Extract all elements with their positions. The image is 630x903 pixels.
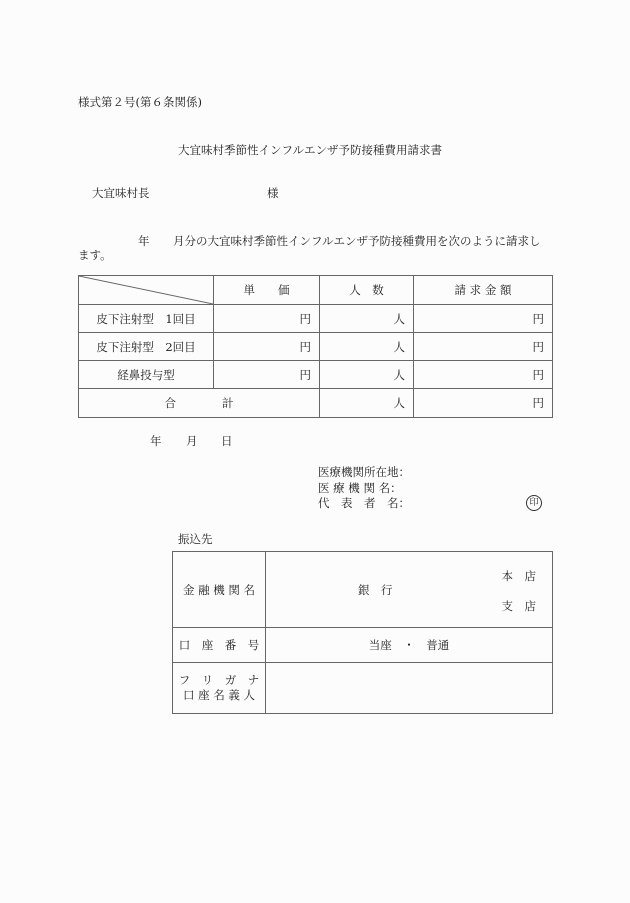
page-title: 大宜味村季節性インフルエンザ予防接種費用請求書 [178, 143, 443, 157]
row-label: 皮下注射型 2回目 [79, 333, 214, 361]
row-label: 皮下注射型 1回目 [79, 305, 214, 333]
table-row [79, 305, 553, 333]
furigana-label: フ リ ガ ナ [178, 673, 260, 687]
amount-cell[interactable]: 円 [414, 361, 553, 389]
header-amount: 請 求 金 額 [414, 276, 553, 305]
amount-cell[interactable]: 円 [414, 305, 553, 333]
intro-year-label: 年 [138, 234, 150, 248]
diagonal-line-icon [79, 276, 213, 304]
holder-name-cell[interactable] [266, 663, 553, 714]
total-amount-cell[interactable]: 円 [414, 389, 553, 418]
diagonal-header-cell [79, 276, 214, 305]
bank-label: 金 融 機 関 名 [173, 552, 266, 628]
holder-label-cell [173, 663, 266, 714]
total-people-cell[interactable]: 人 [320, 389, 414, 418]
header-unit-price: 単 価 [214, 276, 320, 305]
people-cell[interactable]: 人 [320, 361, 414, 389]
bank-name-cell[interactable] [266, 552, 553, 628]
branch-option: 支 店 [501, 599, 536, 613]
table-row [79, 333, 553, 361]
people-cell[interactable]: 人 [320, 333, 414, 361]
table-row [79, 361, 553, 389]
bank-suffix: 銀 行 [358, 583, 393, 597]
total-label: 合 計 [79, 389, 320, 418]
head-office-option: 本 店 [501, 569, 536, 583]
seal-mark: 印 [526, 495, 542, 511]
addressee-honorific: 様 [267, 186, 279, 200]
unit-price-cell[interactable]: 円 [214, 333, 320, 361]
claim-table [78, 275, 553, 418]
header-people: 人 数 [320, 276, 414, 305]
row-label: 経鼻投与型 [79, 361, 214, 389]
representative-label: 代 表 者 名： [318, 496, 410, 510]
addressee-name: 大宜味村長 [92, 186, 150, 200]
institution-name-label: 医 療 機 関 名： [318, 481, 402, 495]
institution-address-label: 医療機関所在地： [318, 465, 410, 479]
unit-price-cell[interactable]: 円 [214, 361, 320, 389]
total-row [79, 389, 553, 418]
form-number: 様式第２号(第６条関係) [78, 95, 202, 109]
account-number-label: 口 座 番 号 [173, 628, 266, 663]
intro-text: 月分の大宜味村季節性インフルエンザ予防接種費用を次のように請求し [173, 234, 541, 248]
date-month-label: 月 [186, 434, 198, 448]
transfer-heading: 振込先 [178, 532, 213, 546]
intro-text-line2: ます。 [78, 248, 112, 262]
date-day-label: 日 [221, 434, 233, 448]
transfer-table [172, 551, 553, 714]
amount-cell[interactable]: 円 [414, 333, 553, 361]
unit-price-cell[interactable]: 円 [214, 305, 320, 333]
seal-icon [526, 494, 542, 511]
date-year-label: 年 [150, 434, 162, 448]
account-type-cell[interactable]: 当座 ・ 普通 [266, 628, 553, 663]
people-cell[interactable]: 人 [320, 305, 414, 333]
holder-label: 口 座 名 義 人 [182, 688, 256, 702]
